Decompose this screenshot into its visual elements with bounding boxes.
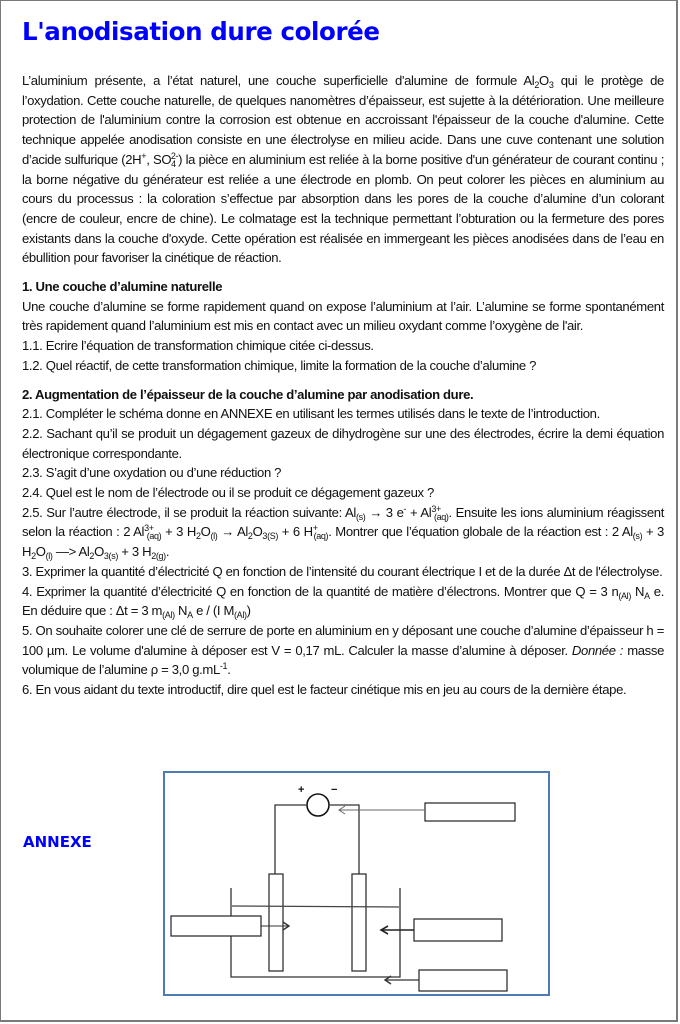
label-box-right-electrode[interactable]: [414, 919, 502, 941]
question-2-1: 2.1. Compléter le schéma donne en ANNEXE en utilisant les termes utilisés dans le texte de l’introduction.: [22, 406, 600, 422]
intro-paragraph: L’aluminium présente, a l’état naturel, une couche superficielle d'alumine de formule $Al_2O_3$ qui le protège de l’oxydation. Cette couche naturelle, de quelques nanomètres d’épaisseur, est sujette à la détérioration. Une meilleure protection de l'aluminium contre la corrosion est obtenue en accroissant l'épaisseur de la couche d'alumine. Cette technique appelée anodisation consiste en une électrolyse en milieu acide. Dans une cuve contenant une solution d’acide sulfurique (2H+, $SO_4^{2-}$) la pièce en aluminium est reliée à la borne positive d'un générateur de courant continu ; la borne négative du générateur est reliée a une électrode en plomb. On peut colorer les pièces en aluminium au cours du processus : la coloration s’effectue par absorption dans les pores de la couche d’alumine d’un colorant (encre de couleur, encre de chine). Le colmatage est la technique permettant l’obturation ou la fermeture des pores existants dans la couche d'oxyde. Cette opération est réalisée en immergeant les pièces anodisées dans de l’eau en ébullition pour favoriser la cinétique de réaction.: [22, 73, 664, 266]
page-title: L'anodisation dure colorée: [22, 17, 380, 46]
label-box-generator[interactable]: [425, 803, 515, 821]
question-2-3: 2.3. S’agit d’une oxydation ou d’une réduction ?: [22, 465, 282, 481]
section-2-heading: 2. Augmentation de l’épaisseur de la couche d’alumine par anodisation dure.: [22, 386, 474, 402]
question-1-1: 1.1. Ecrire l’équation de transformation chimique citée ci-dessus.: [22, 338, 374, 354]
section-1-text: Une couche d’alumine se forme rapidement quand on expose l’aluminium at l’air. L’alumine se forme spontanément très rapidement quand l’aluminium est mis en contact avec un milieu oxydant comme l’oxygène de l'air.: [22, 298, 664, 334]
question-3: 3. Exprimer la quantité d’électricité Q en fonction de l’intensité du courant électrique I et de la durée Δt de l'électrolyse.: [22, 563, 663, 579]
plus-terminal: +: [298, 784, 305, 796]
question-6: 6. En vous aidant du texte introductif, dire quel est le facteur cinétique mis en jeu au cours de la dernière étape.: [22, 682, 627, 698]
annexe-label: ANNEXE: [23, 833, 92, 851]
question-4: 4. Exprimer la quantité d’électricité Q en fonction de la quantité de matière d’électrons. Montrer que Q = 3 $n_{(Al)}$ $N_A$ e. En déduire que : Δt = 3 $m_{(Al)}$ $N_A$ e / (I $M_{(Al)}$): [22, 583, 664, 621]
label-box-solution[interactable]: [419, 970, 507, 991]
question-1-2: 1.2. Quel réactif, de cette transformation chimique, limite la formation de la couche d’alumine ?: [22, 357, 537, 373]
question-2-5: 2.5. Sur l’autre électrode, il se produit la réaction suivante: $Al_{(s)} \to 3$ $e^- + Al^{3+}_{(aq)}$. Ensuite les ions aluminium réagissent selon la réaction : 2 $Al^{3+}_{(aq)} + 3$ $H_2O_{(l)} \to Al_2O_{3(S)} + 6$ $H^+_{(aq)}$. Montrer que l’équation globale de la réaction est : 2 $Al_{(s)} + 3$ $H_2O_{(l)}$ —> $Al_2O_{3(s)} + 3$ $H_{2(g)}$.: [22, 503, 664, 562]
section-1-heading: 1. Une couche d’alumine naturelle: [22, 279, 223, 295]
electrode-left: [269, 874, 283, 971]
question-2-4: 2.4. Quel est le nom de l’électrode ou il se produit ce dégagement gazeux ?: [22, 485, 434, 501]
question-5: 5. On souhaite colorer une clé de serrure de porte en aluminium en y déposant une couche d’alumine d’épaisseur h = 100 µm. Le volume d'alumine à déposer est V = 0,17 mL. Calculer la masse d’alumine à déposer. Donnée : masse volumique de l’alumine ρ = 3,0 $g.mL^{-1}$.: [22, 622, 665, 678]
electrolysis-diagram: [163, 771, 550, 996]
electrode-right: [352, 874, 366, 971]
question-2-2: 2.2. Sachant qu’il se produit un dégagement gazeux de dihydrogène sur une des électrodes, écrire la demi équation électronique correspondante.: [22, 425, 664, 461]
minus-terminal: −: [331, 784, 338, 796]
label-box-left-electrode[interactable]: [171, 916, 261, 936]
document-body: [22, 71, 664, 700]
